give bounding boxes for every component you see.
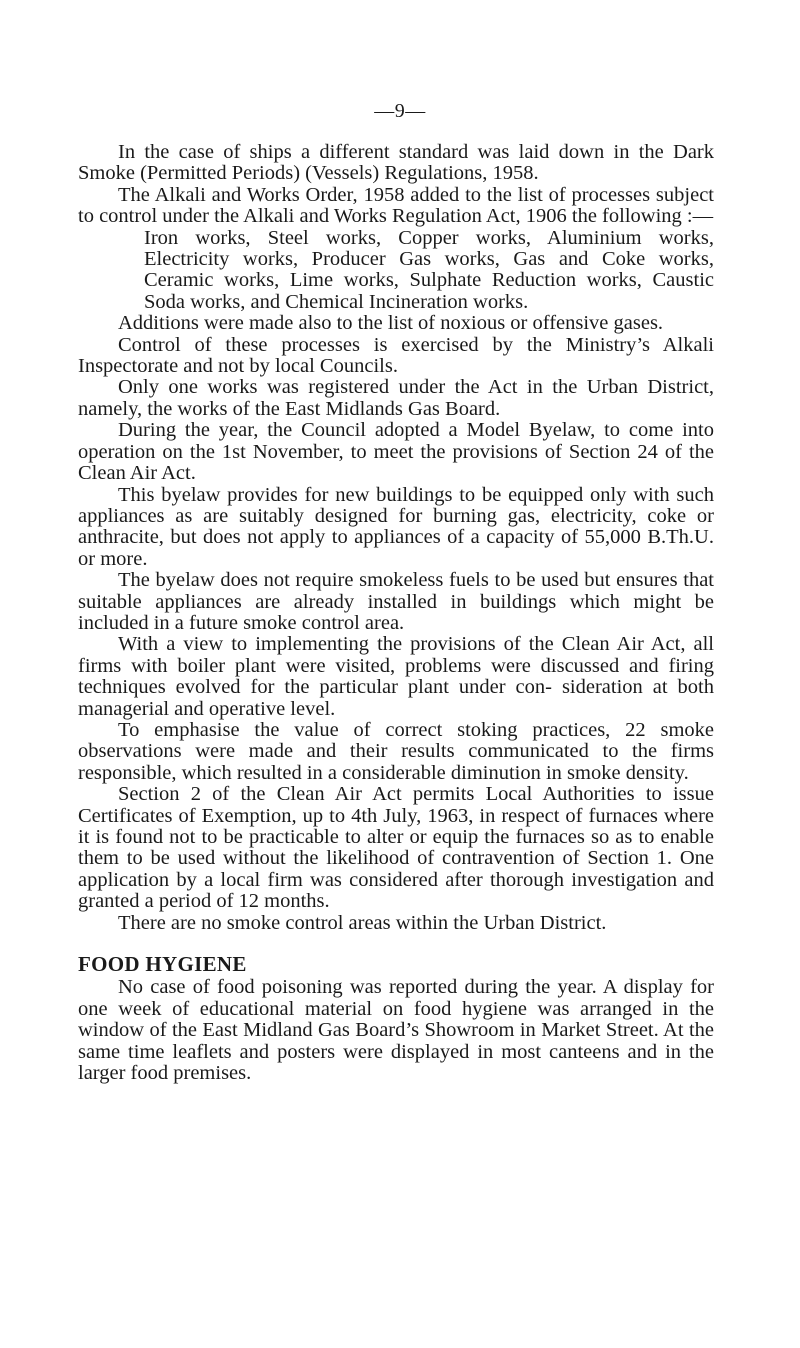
paragraph-byelaw-provisions: This byelaw provides for new buildings to be equipped only with such appliances as are suitably designed for burning gas, electricity, coke or anthracite, but does not apply to appliances of a capacity of 55,000 B.Th.U. or more. bbox=[78, 483, 714, 570]
works-list: Iron works, Steel works, Copper works, Aluminium works, Electricity works, Producer Gas works, Gas and Coke works, Ceramic works, Lime works, Sulphate Reduction works, Caustic Soda works, and Chemical Incineration works. bbox=[144, 226, 714, 313]
paragraph-model-byelaw: During the year, the Council adopted a Model Byelaw, to come into operation on the 1st November, to meet the provisions of Section 24 of the Clean Air Act. bbox=[78, 419, 714, 485]
paragraph-food-hygiene: No case of food poisoning was reported during the year. A display for one week of educational material on food hygiene was arranged in the window of the East Midland Gas Board’s Showroom in Market Street. At the same time leaflets and posters were displayed in most canteens and in the larger food premises. bbox=[78, 976, 714, 1085]
paragraph-smoke-observations: To emphasise the value of correct stoking practices, 22 smoke observations were made and their results communicated to the firms responsible, which resulted in a considerable diminution in smoke density. bbox=[78, 718, 714, 784]
body-text bbox=[78, 142, 714, 1084]
paragraph-smokeless-fuels: The byelaw does not require smokeless fuels to be used but ensures that suitable appliances are already installed in buildings which might be included in a future smoke control area. bbox=[78, 569, 714, 634]
section-heading-food-hygiene: FOOD HYGIENE bbox=[78, 952, 247, 977]
paragraph-noxious-gases: Additions were made also to the list of noxious or offensive gases. bbox=[118, 312, 664, 335]
paragraph-boiler-plant: With a view to implementing the provisions of the Clean Air Act, all firms with boiler plant were visited, problems were discussed and firing techniques evolved for the particular plant under con- sideration at both managerial and operative level. bbox=[78, 633, 714, 720]
paragraph-ships-regulations: In the case of ships a different standard was laid down in the Dark Smoke (Permitted Periods) (Vessels) Regulations, 1958. bbox=[78, 141, 714, 185]
paragraph-exemption-certificates: Section 2 of the Clean Air Act permits Local Authorities to issue Certificates of Exemption, up to 4th July, 1963, in respect of furnaces where it is found not to be practicable to alter or equip the furnaces so as to enable them to be used without the likelihood of contravention of Section 1. One application by a local firm was considered after thorough investigation and granted a period of 12 months. bbox=[78, 783, 714, 913]
paragraph-smoke-control-areas: There are no smoke control areas within the Urban District. bbox=[118, 911, 607, 934]
paragraph-registered-works: Only one works was registered under the Act in the Urban District, namely, the works of the East Midlands Gas Board. bbox=[78, 376, 714, 420]
paragraph-alkali-order: The Alkali and Works Order, 1958 added to the list of processes subject to control under the Alkali and Works Regulation Act, 1906 the following :— bbox=[78, 183, 714, 228]
page-number: —9— bbox=[374, 100, 426, 122]
paragraph-control: Control of these processes is exercised by the Ministry’s Alkali Inspectorate and not by local Councils. bbox=[78, 333, 714, 378]
